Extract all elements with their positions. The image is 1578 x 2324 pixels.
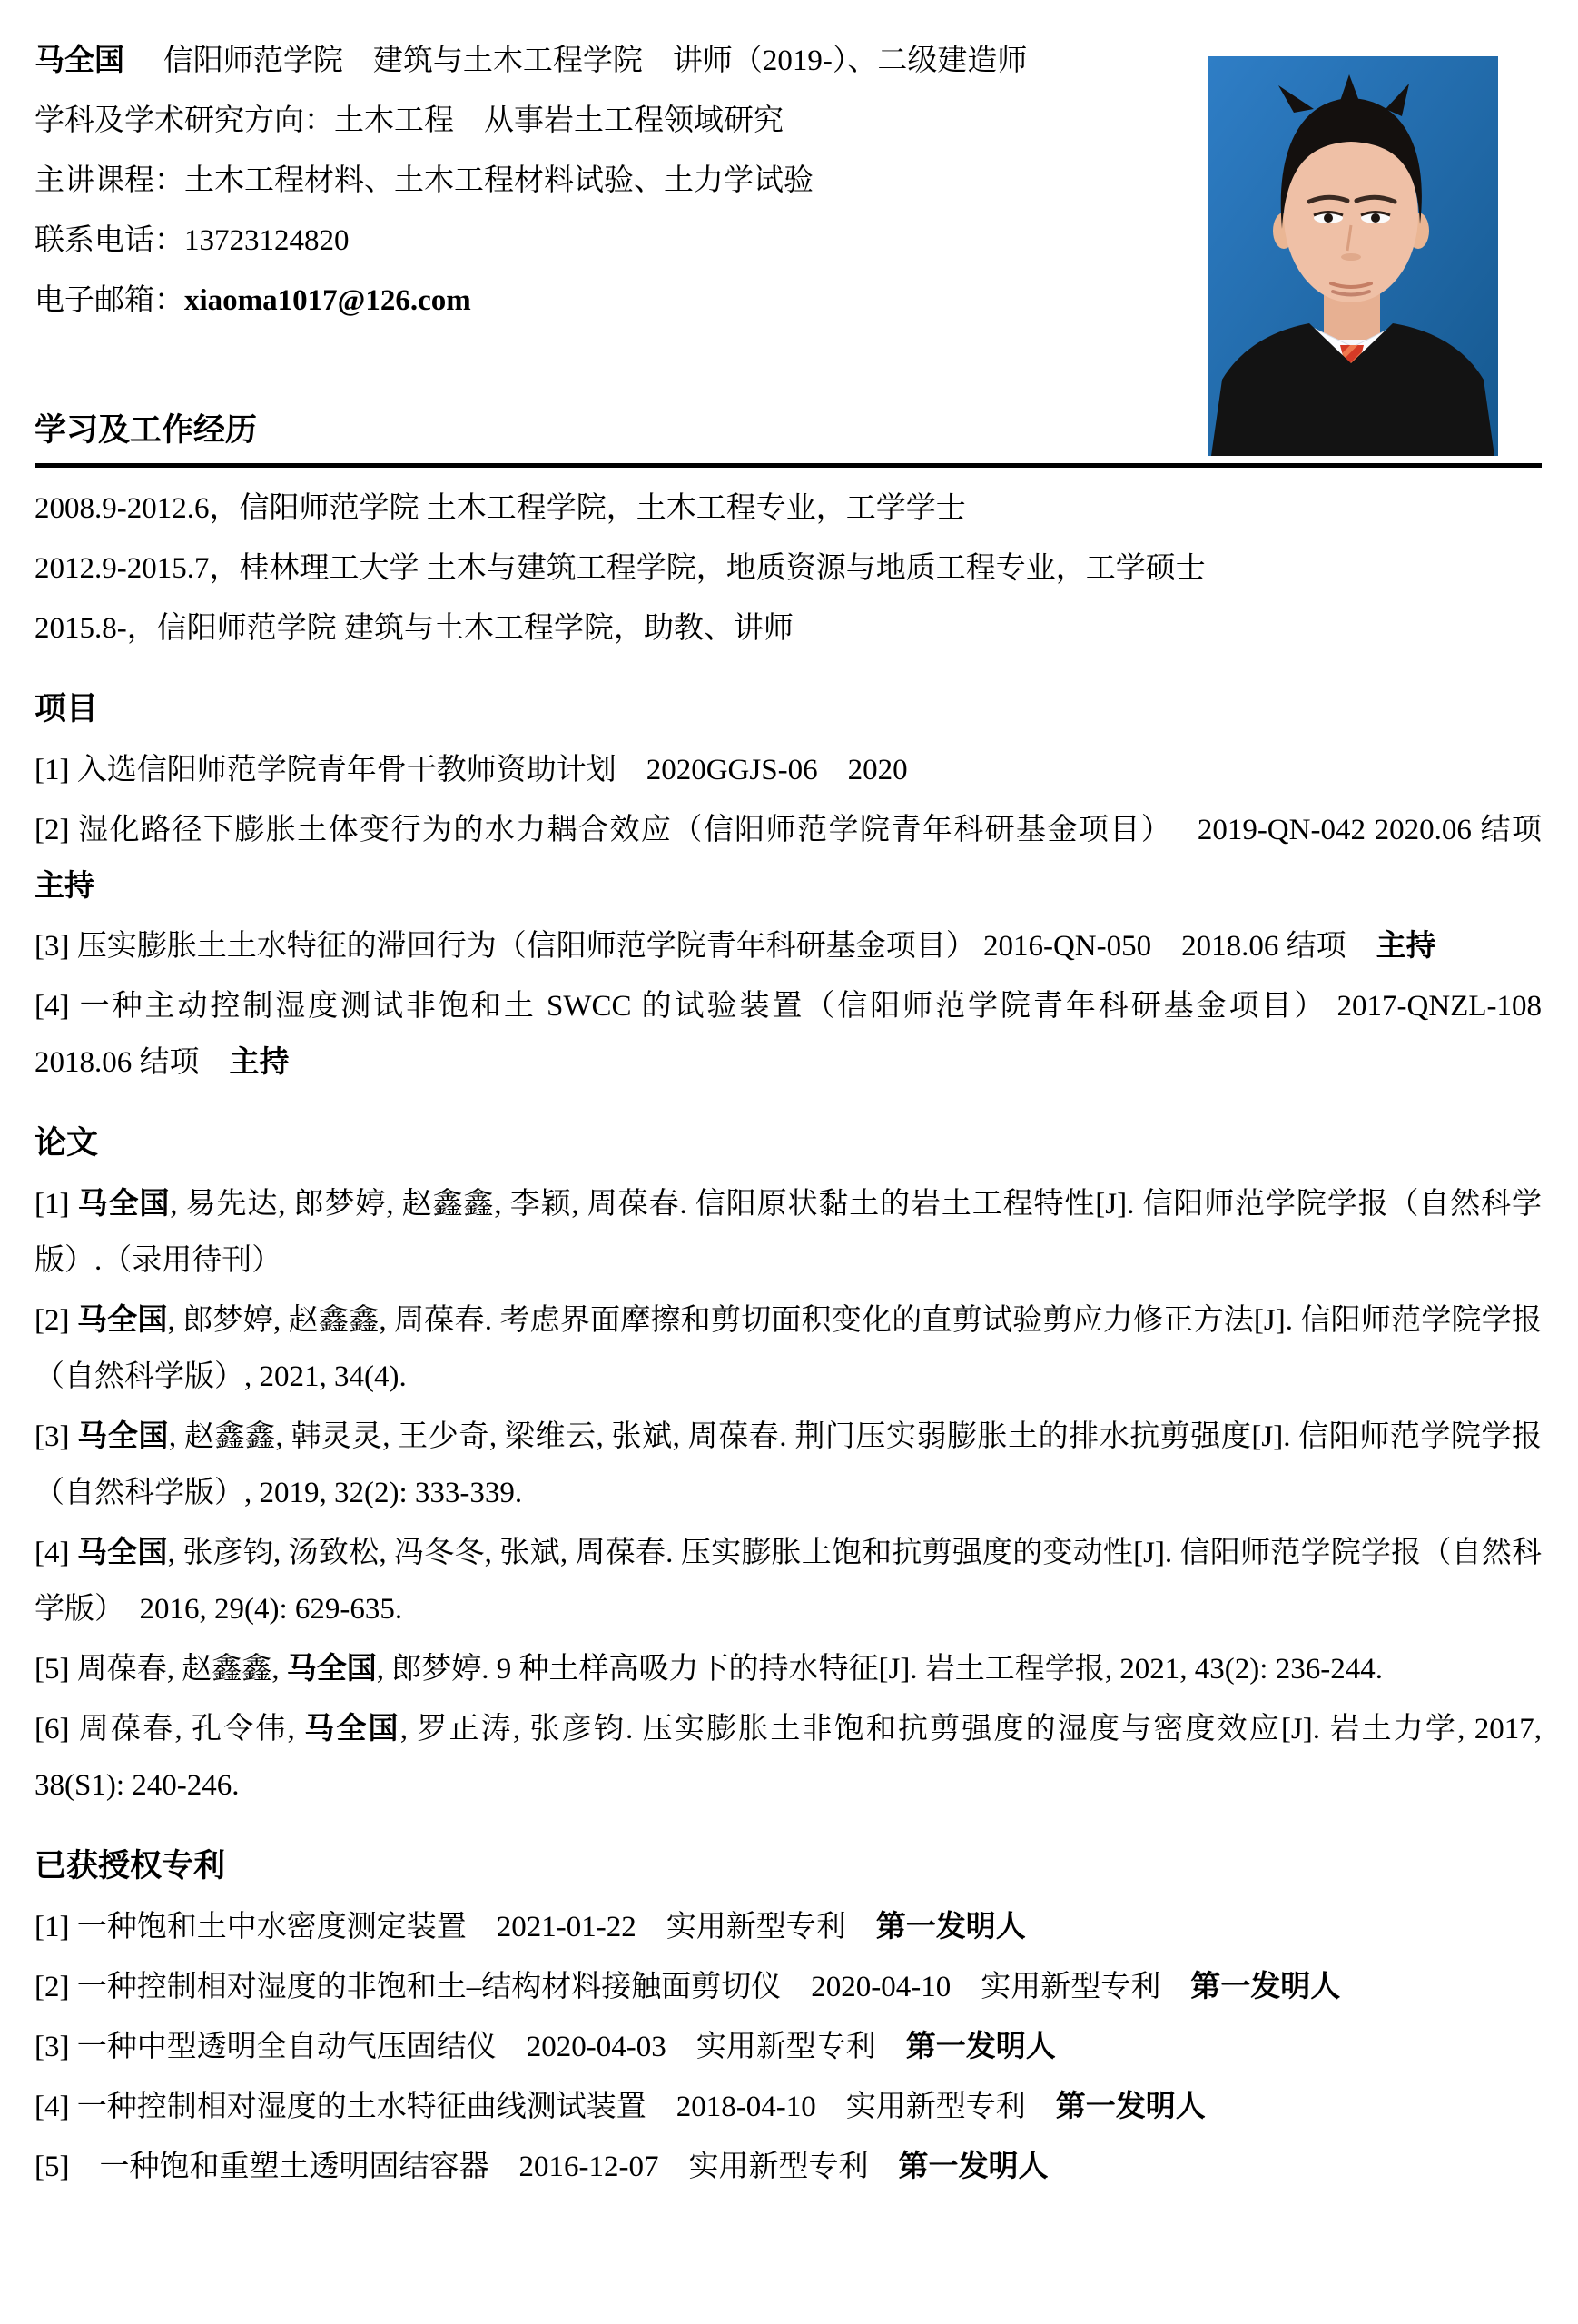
- patent-text: [3] 一种中型透明全自动气压固结仪 2020-04-03 实用新型专利: [35, 2031, 906, 2063]
- paper-author-highlight: 马全国: [304, 1713, 400, 1745]
- patent-text: [2] 一种控制相对湿度的非饱和土–结构材料接触面剪切仪 2020-04-10 实用新型专利: [35, 1971, 1191, 2003]
- patent-inventor-rank: 第一发明人: [905, 2031, 1056, 2063]
- section-heading-experience: 学习及工作经历: [35, 412, 258, 448]
- patent-inventor-rank: 第一发明人: [898, 2151, 1049, 2183]
- patent-text: [1] 一种饱和土中水密度测定装置 2021-01-22 实用新型专利: [35, 1911, 876, 1943]
- patent-item: [35, 2139, 1542, 2195]
- email-address: xiaoma1017@126.com: [184, 284, 471, 317]
- paper-item: [35, 1292, 1542, 1405]
- patent-inventor-rank: 第一发明人: [1055, 2091, 1206, 2123]
- paper-item: [35, 1525, 1542, 1637]
- paper-post: , 郎梦婷, 赵鑫鑫, 周葆春. 考虑界面摩擦和剪切面积变化的直剪试验剪应力修正方法[J]. 信阳师范学院学报（自然科学版）, 2021, 34(4).: [35, 1304, 1542, 1393]
- project-role: 主持: [35, 870, 94, 903]
- portrait-photo-illustration: [1208, 56, 1498, 456]
- project-item: [35, 802, 1572, 915]
- project-item: [35, 978, 1572, 1091]
- paper-author-highlight: 马全国: [286, 1653, 377, 1686]
- patent-inventor-rank: 第一发明人: [875, 1911, 1026, 1943]
- patent-text: [5] 一种饱和重塑土透明固结容器 2016-12-07 实用新型专利: [35, 2151, 899, 2183]
- paper-pre: [1]: [35, 1188, 78, 1221]
- paper-author-highlight: 马全国: [76, 1537, 168, 1569]
- paper-author-highlight: 马全国: [77, 1188, 171, 1221]
- paper-post: , 张彦钧, 汤致松, 冯冬冬, 张斌, 周葆春. 压实膨胀土饱和抗剪强度的变动性[J]. 信阳师范学院学报（自然科学版） 2016, 29(4): 629-635.: [35, 1537, 1543, 1626]
- experience-item: 2012.9-2015.7，桂林理工大学 土木与建筑工程学院，地质资源与地质工程专业，工学硕士: [35, 552, 1206, 585]
- paper-item: [35, 1641, 1542, 1697]
- patent-item: [35, 2079, 1542, 2135]
- patent-item: [35, 1899, 1542, 1955]
- person-name: 马全国: [35, 45, 124, 77]
- person-title: 信阳师范学院 建筑与土木工程学院 讲师（2019-）、二级建造师: [163, 45, 1028, 77]
- section-heading-patents: 已获授权专利: [35, 1848, 226, 1884]
- email-label: 电子邮箱：: [35, 284, 184, 317]
- experience-item: 2008.9-2012.6，信阳师范学院 土木工程学院，土木工程专业，工学学士: [35, 492, 966, 525]
- paper-item: [35, 1701, 1542, 1814]
- paper-pre: [4]: [35, 1537, 77, 1569]
- paper-pre: [3]: [35, 1420, 78, 1453]
- paper-item: [35, 1409, 1542, 1521]
- phone-label: 联系电话：: [35, 224, 184, 257]
- paper-author-highlight: 马全国: [77, 1420, 169, 1453]
- patent-inventor-rank: 第一发明人: [1190, 1971, 1341, 2003]
- phone-number: 13723124820: [184, 224, 350, 257]
- section-heading-projects: 项目: [35, 691, 99, 727]
- patent-text: [4] 一种控制相对湿度的土水特征曲线测试装置 2018-04-10 实用新型专利: [35, 2091, 1056, 2123]
- paper-pre: [5] 周葆春, 赵鑫鑫,: [35, 1653, 287, 1686]
- section-heading-papers: 论文: [35, 1125, 99, 1161]
- paper-post: , 易先达, 郎梦婷, 赵鑫鑫, 李颖, 周葆春. 信阳原状黏土的岩土工程特性[J]. 信阳师范学院学报（自然科学版）.（录用待刊）: [35, 1188, 1542, 1277]
- paper-item: [35, 1176, 1542, 1289]
- research-direction-line: 学科及学术研究方向：土木工程 从事岩土工程领域研究: [35, 104, 784, 137]
- paper-post: , 罗正涛, 张彦钧. 压实膨胀土非饱和抗剪强度的湿度与密度效应[J]. 岩土力学, 2017, 38(S1): 240-246.: [35, 1713, 1542, 1802]
- section-patents: [35, 1844, 1542, 2195]
- project-text: [2] 湿化路径下膨胀土体变行为的水力耦合效应（信阳师范学院青年科研基金项目） 2019-QN-042 2020.06 结项: [35, 814, 1572, 846]
- paper-pre: [6] 周葆春, 孔令伟,: [35, 1713, 305, 1745]
- paper-pre: [2]: [35, 1304, 77, 1337]
- courses-line: 主讲课程：土木工程材料、土木工程材料试验、土力学试验: [35, 164, 814, 197]
- project-item: [35, 742, 1542, 798]
- patent-item: [35, 1959, 1542, 2015]
- project-item: [35, 918, 1542, 974]
- project-role: 主持: [229, 1046, 290, 1079]
- header: [35, 31, 1542, 331]
- portrait-photo: [1208, 56, 1498, 456]
- project-text: [4] 一种主动控制湿度测试非饱和土 SWCC 的试验装置（信阳师范学院青年科研基金项目） 2017-QNZL-108 2018.06 结项: [35, 990, 1572, 1079]
- paper-post: , 郎梦婷. 9 种土样高吸力下的持水特征[J]. 岩土工程学报, 2021, 43(2): 236-244.: [376, 1653, 1383, 1686]
- paper-post: , 赵鑫鑫, 韩灵灵, 王少奇, 梁维云, 张斌, 周葆春. 荆门压实弱膨胀土的排水抗剪强度[J]. 信阳师范学院学报（自然科学版）, 2019, 32(2): 333-339.: [35, 1420, 1543, 1509]
- project-text: [1] 入选信阳师范学院青年骨干教师资助计划 2020GGJS-06 2020: [35, 754, 908, 786]
- patent-item: [35, 2019, 1542, 2075]
- project-role: 主持: [1376, 930, 1436, 963]
- project-text: [3] 压实膨胀土土水特征的滞回行为（信阳师范学院青年科研基金项目） 2016-QN-050 2018.06 结项: [35, 930, 1376, 963]
- section-projects: [35, 687, 1572, 1091]
- paper-author-highlight: 马全国: [76, 1304, 168, 1337]
- experience-item: 2015.8-，信阳师范学院 建筑与土木工程学院，助教、讲师: [35, 612, 794, 645]
- section-papers: [35, 1122, 1542, 1814]
- section-rule: [35, 463, 1542, 468]
